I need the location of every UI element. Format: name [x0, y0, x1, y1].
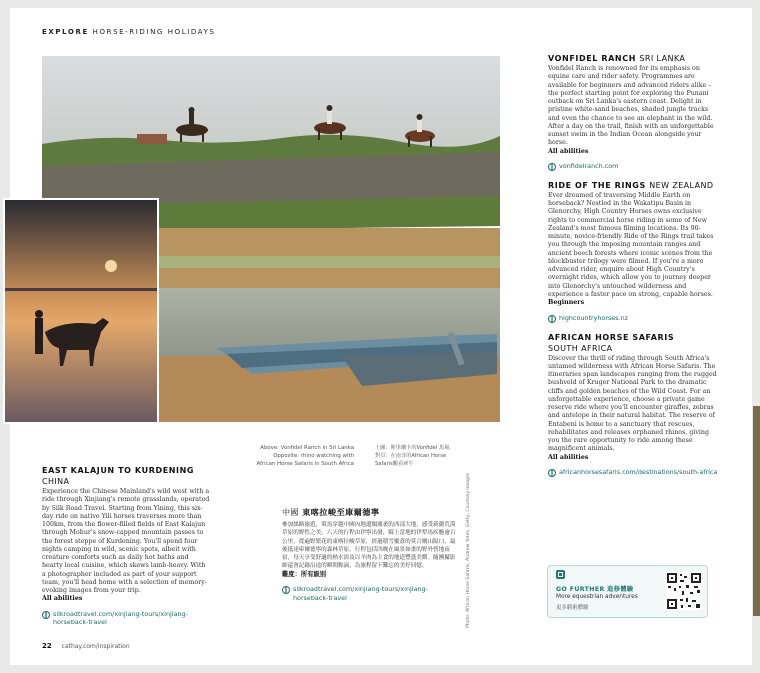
ride-rings-link-text[interactable]: highcountryhorses.nz [559, 313, 628, 322]
link-icon [548, 315, 556, 323]
article-african-safaris [548, 332, 718, 477]
east-kalajun-link-text[interactable]: silkroadtravel.com/xinjiang-tours/xinjiang-horseback-travel [53, 609, 188, 627]
footer-url[interactable]: cathay.com/inspiration [61, 643, 130, 650]
article-east-kalajun [42, 465, 210, 626]
header-title: HORSE-RIDING HOLIDAYS [92, 28, 216, 36]
african-link[interactable] [548, 468, 718, 477]
zh-ability: 難度：所有級別 [282, 570, 327, 578]
african-link-text[interactable]: africanhorsesafaris.com/destinations/south-africa [559, 467, 718, 476]
zh-body: 參加絲路旅遊，策馬穿越中國內地遼闊廣袤的西部大地，感受新疆荒漠草原的野性之美。六天的行程由伊寧出發，騎上當地的伊犁馬疾馳逾百公里，從遍野繁花的東喀拉峻草原，經過積雪覆蓋的莫合爾山隘口，最後抵達庫爾德寧的森林草原。行程包括四晚在風景如畫的野外營地夜宿，每天享受舒適的熱水浴及以羊肉為主食的地道豐盛美饌。隨團攝影師還會記錄沿途的瞬間點滴，為旅程留下難忘的美好回憶。 [282, 522, 456, 570]
vonfidel-link[interactable] [548, 162, 718, 171]
african-ability: All abilities [548, 453, 589, 461]
article-chinese [282, 507, 458, 602]
zh-region: 中國 [282, 508, 299, 517]
right-column [548, 53, 718, 477]
link-icon [282, 586, 290, 594]
page-footer [42, 642, 130, 650]
inset-photo-sunset-horse [3, 198, 159, 424]
east-kalajun-heading [42, 465, 210, 487]
article-vonfidel [548, 53, 718, 171]
vonfidel-ability: All abilities [548, 147, 589, 155]
african-body: Discover the thrill of riding through South Africa's untamed wilderness with African Horse Safaris. The itineraries span landscapes ranging from the rugged bushveld of Kruger National Park to the dramatic cliffs and golden beaches of the Wild Coast. For an unforgettable experience, choose a private game reserve ride where you'll encounter giraffes, zebras and antelope in their natural habitat. The reserve of Entabeni is home to a sanctuary that rescues, rehabilitates and releases orphaned rhinos, giving you the rare opportunity to ride among these magnificent animals. [548, 354, 717, 453]
section-header [42, 28, 216, 36]
vonfidel-heading [548, 53, 718, 64]
zh-heading [282, 507, 458, 518]
link-icon [548, 469, 556, 477]
link-icon [42, 611, 50, 619]
vonfidel-body: Vonfidel Ranch is renowned for its emphasis on equine care and rider safety. Programmes are available for beginners and advanced riders alike – the perfect starting point for exploring the Punani outback on Sri Lanka's eastern coast. Delight in pristine white-sand beaches, shaded jungle tracks and even the chance to see an elephant in the wild. After a day on the trail, finish with an unforgettable sunset swim in the Indian Ocean alongside your horse. [548, 65, 714, 147]
photo-credit: Photo: African Horse Safaris, Andrew Yates, Getty, Courtesy images [466, 472, 471, 628]
qr-code-icon[interactable] [666, 572, 702, 610]
right-edge-photo [753, 406, 760, 616]
go-further-subtitle: More equestrian adventures [556, 594, 638, 600]
header-section: EXPLORE [42, 28, 89, 36]
go-further-title: GO FURTHER 進修體驗 [556, 586, 634, 593]
vonfidel-title: VONFIDEL RANCH [548, 54, 636, 63]
east-kalajun-title: EAST KALAJUN TO KURDENING [42, 466, 195, 475]
ride-rings-heading [548, 180, 718, 191]
zh-link[interactable] [282, 585, 458, 602]
zh-title: 東喀拉峻至庫爾德寧 [302, 508, 380, 517]
magazine-page [10, 8, 752, 665]
east-kalajun-ability: All abilities [42, 595, 83, 603]
ride-rings-body: Ever dreamed of traversing Middle Earth on horseback? Nestled in the Wakatipu Basin in Glenorchy, High Country Horses owns exclusive rights to commercial horse riding in some of New Zealand's most famous filming locations. Its 90-minute, novice-friendly Ride of the Rings trail takes you through the imposing mountain ranges and ancient beech forests where iconic scenes from the blockbuster trilogy were filmed. If you're a more advanced rider, enquire about High Country's overnight rides, which allow you to journey deeper into Glenorchy's untouched wilderness and experience a faster pace on strong, capable horses. [548, 191, 714, 298]
zh-link-text[interactable]: silkroadtravel.com/xinjiang-tours/xinjiang-horseback-travel [293, 585, 428, 602]
sunset-photo [5, 200, 157, 422]
african-location: SOUTH AFRICA [548, 343, 613, 353]
page-number: 22 [42, 642, 52, 650]
ride-rings-ability: Beginners [548, 299, 585, 307]
ride-rings-title: RIDE OF THE RINGS [548, 180, 646, 190]
east-kalajun-location: CHINA [42, 477, 70, 486]
go-further-subtitle-zh: 更多騎術體驗 [556, 605, 589, 611]
vonfidel-link-text[interactable]: vonfidelranch.com [559, 161, 619, 170]
east-kalajun-body: Experience the Chinese Mainland's wild west with a ride through Xinjiang's remote grasslands, operated by Silk Road Travel. Starting from Yining, this six-day ride on native Yili horses traverses more than 100km, from the flower-filled fields of East Kalajun through Mohur's snow-capped mountain passes to the forest steppe of Kurdening. You'll spend four nights camping in wild, scenic spots, albeit with creature comforts such as daily hot baths and hearty local cuisine, which skews lamb-heavy. With a photographer included as part of your support team, you'll head home with a selection of memory-evoking images from your trip. [42, 488, 210, 594]
go-further-icon [556, 570, 565, 579]
east-kalajun-link[interactable] [42, 610, 210, 627]
caption-chinese: 上圖：斯里蘭卡的Vonfidel 馬場．對頁：在南非的African Horse Safaris觀看犀牛 [375, 445, 455, 467]
ride-rings-link[interactable] [548, 314, 718, 323]
caption-english: Above: Vonfidel Ranch in Sri Lanka Opposite: rhino watching with African Horse Safaris in South Africa [256, 445, 354, 467]
go-further-box[interactable] [547, 565, 708, 618]
ride-rings-location: NEW ZEALAND [649, 180, 714, 190]
link-icon [548, 163, 556, 171]
vonfidel-location: SRI LANKA [639, 54, 686, 63]
african-heading [548, 332, 718, 354]
article-ride-rings [548, 180, 718, 323]
african-title: AFRICAN HORSE SAFARIS [548, 332, 675, 342]
